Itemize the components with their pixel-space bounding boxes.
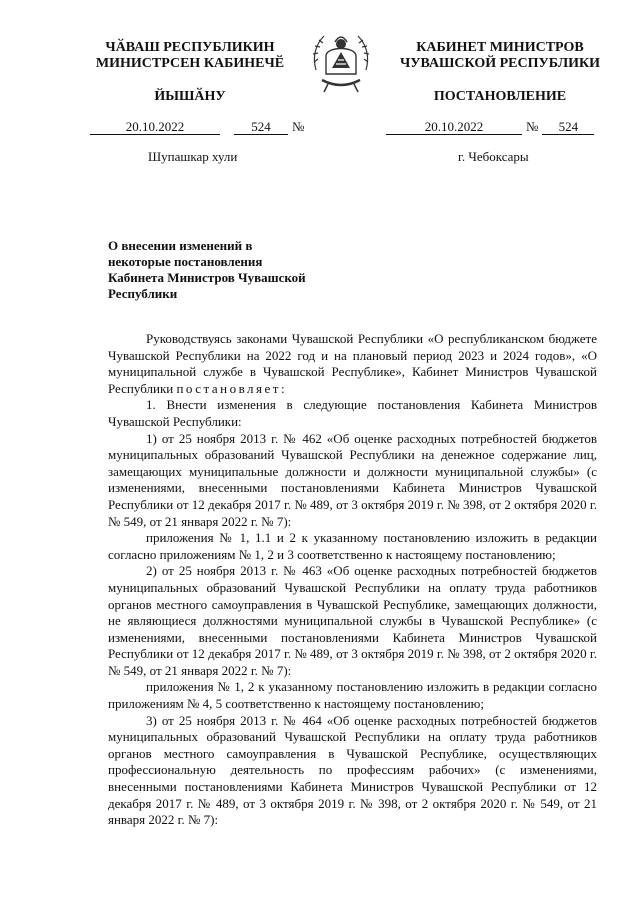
right-date-number-row bbox=[386, 118, 594, 136]
header-left-line2: МИНИСТРСЕН КАБИНЕЧӖ bbox=[95, 56, 285, 71]
header-right-line1: КАБИНЕТ МИНИСТРОВ bbox=[416, 40, 584, 55]
body-paragraph-6: 3) от 25 ноября 2013 г. № 464 «Об оценке расходных потребностей бюджетов муниципальных образований Чувашской Республики на оплату труда работников органов местного самоуправления в Чувашской Республике, осуществляющих профессиональную деятельность по профессиям рабочих» (с изменениями, внесенными постановлениями Кабинета Министров Чувашской Республики от 12 декабря 2017 г. № 489, от 3 октября 2019 г. № 398, от 2 октября 2020 г. № 549, от 21 января 2022 г. № 7): bbox=[108, 712, 597, 828]
left-date-number-row bbox=[90, 118, 304, 136]
header-right-title bbox=[380, 40, 620, 72]
body-intro bbox=[108, 331, 597, 397]
body-paragraph-1: 1. Внести изменения в следующие постановления Кабинета Министров Чувашской Республики: bbox=[108, 397, 597, 429]
right-date: 20.10.2022 bbox=[386, 119, 522, 135]
body-paragraph-2: 1) от 25 ноября 2013 г. № 462 «Об оценке расходных потребностей бюджетов муниципальных образований Чувашской Республики на денежное содержание лиц, замещающих муниципальные должности и должности муниципальной службы» (с изменениями, внесенными постановлениями Кабинета Министров Чувашской Республики от 12 декабря 2017 г. № 489, от 3 октября 2019 г. № 398, от 2 октября 2020 г. № 549, от 21 января 2022 г. № 7): bbox=[108, 430, 597, 529]
doctype-chuvash: ЙЫШӐНУ bbox=[154, 89, 226, 104]
right-number-sign: № bbox=[526, 119, 539, 134]
place-russian: г. Чебоксары bbox=[458, 149, 529, 164]
header-right-line2: ЧУВАШСКОЙ РЕСПУБЛИКИ bbox=[399, 56, 601, 71]
body-paragraph-3: приложения № 1, 1.1 и 2 к указанному постановлению изложить в редакции согласно приложениям № 1, 2 и 3 соответственно к настоящему постановлению; bbox=[108, 530, 597, 562]
document-body bbox=[108, 331, 597, 829]
body-decree-word: постановляет: bbox=[176, 380, 288, 396]
left-number-sign: № bbox=[292, 119, 305, 134]
left-number: 524 bbox=[234, 119, 288, 135]
left-date: 20.10.2022 bbox=[90, 119, 220, 135]
body-paragraph-5: приложения № 1, 2 к указанному постановлению изложить в редакции согласно приложениям № 4, 5 соответственно к настоящему постановлению; bbox=[108, 679, 597, 712]
body-paragraph-4: 2) от 25 ноября 2013 г. № 463 «Об оценке расходных потребностей бюджетов муниципальных образований Чувашской Республики на оплату труда работников органов местного самоуправления в Чувашской Республике, замещающих должности, не являющиеся должностями муниципальной службы в Чувашской Республике» (с изменениями, внесенными постановлениями Кабинета Министров Чувашской Республики от 12 декабря 2017 г. № 489, от 3 октября 2019 г. № 398, от 2 октября 2020 г. № 549, от 21 января 2022 г. № 7): bbox=[108, 563, 597, 678]
doctype-russian: ПОСТАНОВЛЕНИЕ bbox=[433, 89, 567, 104]
document-subject: О внесении изменений в некоторые постановления Кабинета Министров Чувашской Республики bbox=[108, 238, 306, 301]
body-intro-text: Руководствуясь законами Чувашской Республики «О республиканском бюджете Чувашской Республики на 2022 год и на плановый период 2023 и 2024 годов», «О муниципальной службе в Чувашской Республике», Кабинет Министров Чувашской Республики bbox=[108, 331, 597, 396]
right-number: 524 bbox=[542, 119, 594, 135]
header-left-line1: ЧӐВАШ РЕСПУБЛИКИН bbox=[105, 40, 275, 55]
place-chuvash: Шупашкар хули bbox=[148, 149, 238, 164]
header-left-title bbox=[60, 40, 320, 72]
